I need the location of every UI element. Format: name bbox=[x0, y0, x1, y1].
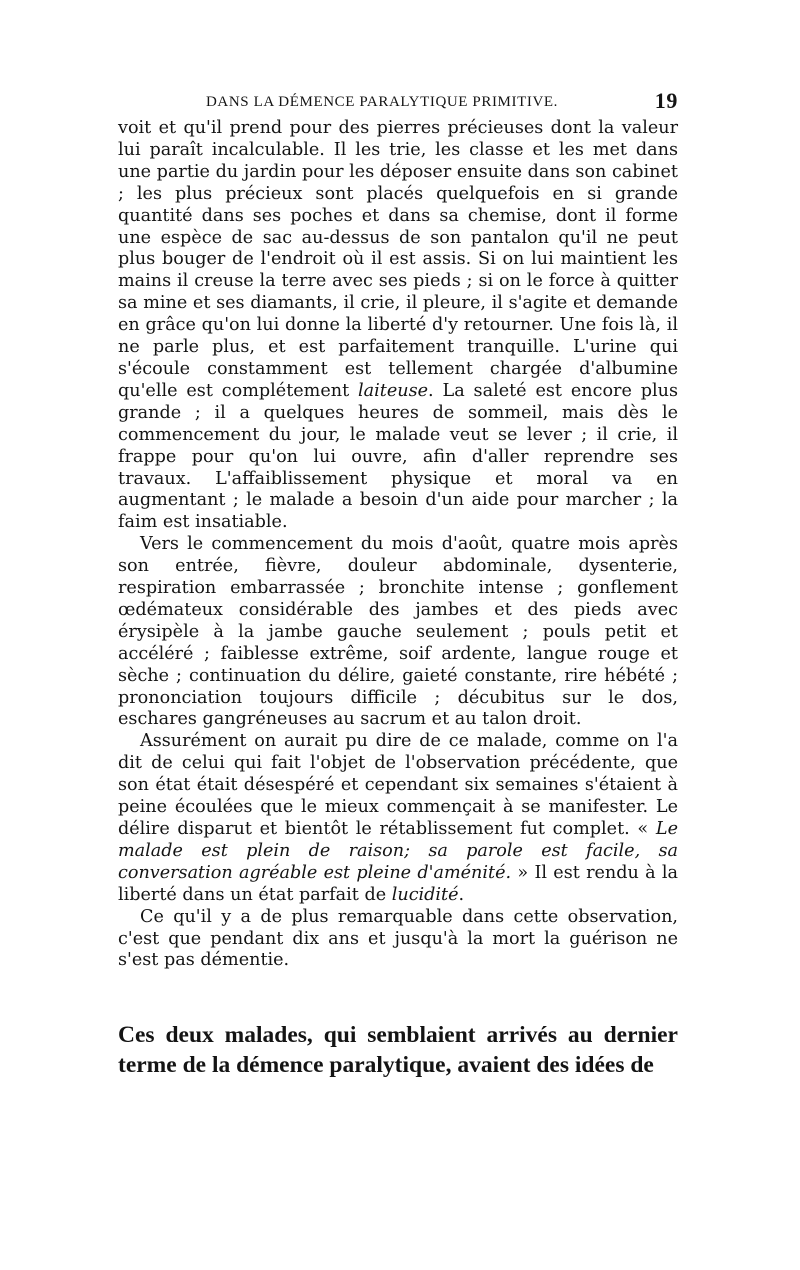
paragraph-3 bbox=[118, 731, 678, 906]
book-page bbox=[118, 86, 678, 1104]
paragraph-3-end: . bbox=[458, 884, 465, 905]
paragraph-2: Vers le commencement du mois d'août, quatre mois après son entrée, fièvre, douleur abdominale, dysenterie, respiration embarrassée ; bronchite intense ; gonflement œdémateux considérable des jambes et des pieds avec érysipèle à la jambe gauche seulement ; pouls petit et accéléré ; faiblesse extrême, soif ardente, langue rouge et sèche ; continuation du délire, gaieté constante, rire hébété ; prononciation toujours difficile ; décubitus sur le dos, eschares gangréneuses au sacrum et au talon droit. bbox=[118, 534, 678, 730]
page-header bbox=[118, 86, 678, 118]
paragraph-1-text: voit et qu'il prend pour des pierres précieuses dont la valeur lui paraît incalculable. Il les trie, les classe et les met dans une partie du jardin pour les déposer ensuite dans son cabinet ; les plus précieux sont placés quelquefois en si grande quantité dans ses poches et dans sa chemise, dont il forme une espèce de sac au-dessus de son pantalon qu'il ne peut plus bouger de l'endroit où il est assis. Si on lui maintient les mains il creuse la terre avec ses pieds ; si on le force à quitter sa mine et ses diamants, il crie, il pleure, il s'agite et demande en grâce qu'on lui donne la liberté d'y retourner. Une fois là, il ne parle plus, et est parfaitement tranquille. L'urine qui s'écoule constamment est tellement chargée d'albumine qu'elle est complétement bbox=[118, 118, 678, 401]
paragraph-3-start: Assurément on aurait pu dire de ce malade, comme on l'a dit de celui qui fait l'objet de l'observation précédente, que son état était désespéré et cependant six semaines s'étaient à peine écoulées que le mieux commençait à se manifester. Le délire disparut et bientôt le rétablissement fut complet. « bbox=[118, 731, 678, 839]
paragraph-3-quote: Le malade est plein de raison; sa parole est facile, sa conversation agréable est pleine d'aménité. bbox=[118, 819, 678, 883]
body-text bbox=[118, 118, 678, 972]
paragraph-3-italic-word: lucidité bbox=[391, 884, 459, 905]
paragraph-1-italic: laiteuse bbox=[358, 380, 429, 401]
running-head: DANS LA DÉMENCE PARALYTIQUE PRIMITIVE. bbox=[206, 94, 558, 110]
paragraph-1 bbox=[118, 118, 678, 534]
paragraph-3-mid: » Il est rendu à la liberté dans un état parfait de bbox=[118, 862, 679, 905]
paragraph-1-rest: . La saleté est encore plus grande ; il a quelques heures de sommeil, mais dès le commencement du jour, le malade veut se lever ; il crie, il frappe pour qu'on lui ouvre, afin d'aller reprendre ses travaux. L'affaiblissement physique et moral va en augmentant ; le malade a besoin d'un aide pour marcher ; la faim est insatiable. bbox=[118, 380, 678, 533]
closing-paragraph: Ces deux malades, qui semblaient arrivés au dernier terme de la démence paralytique, avaient des idées de bbox=[118, 1022, 678, 1079]
paragraph-4: Ce qu'il y a de plus remarquable dans cette observation, c'est que pendant dix ans et jusqu'à la mort la guérison ne s'est pas démentie. bbox=[118, 906, 678, 971]
page-number: 19 bbox=[654, 88, 678, 113]
